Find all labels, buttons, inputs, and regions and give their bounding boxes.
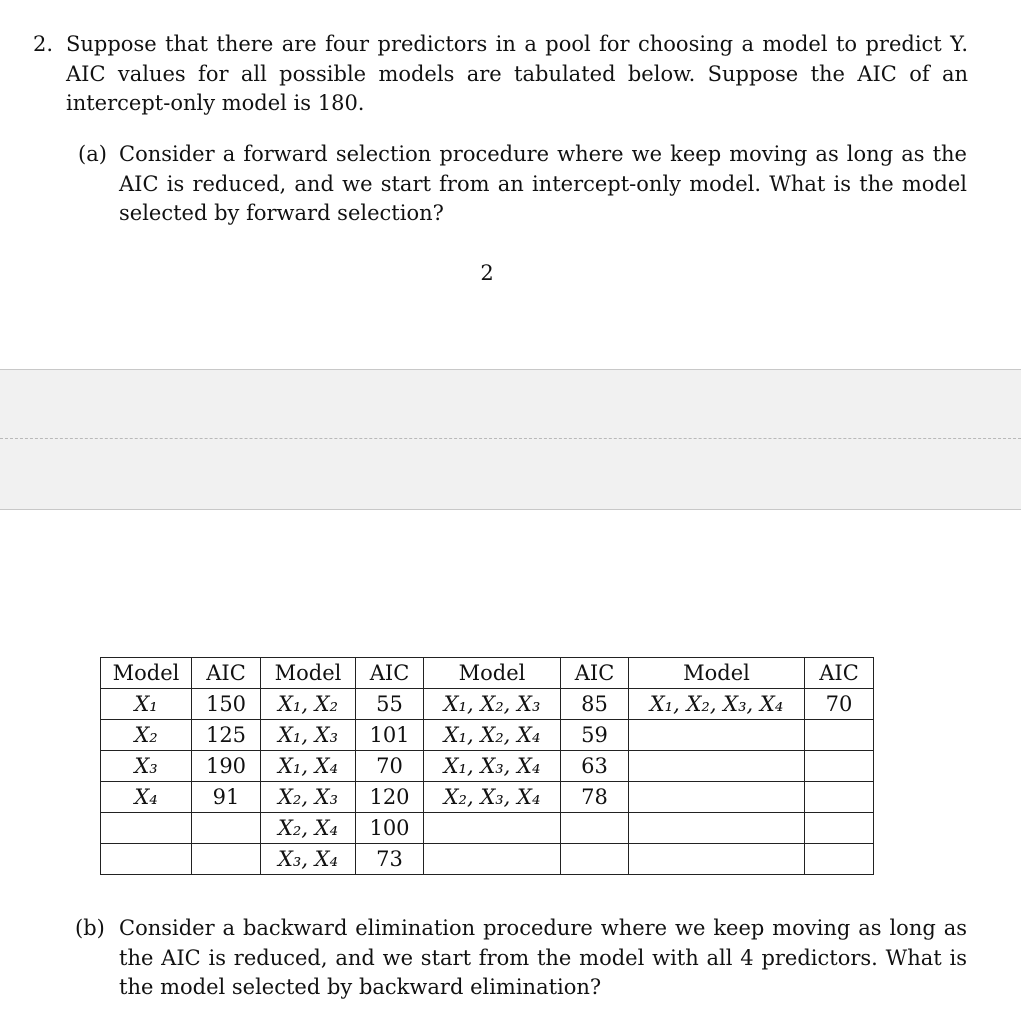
model-cell: X₁ bbox=[101, 689, 192, 720]
aic-cell bbox=[561, 844, 629, 875]
model-cell: X₃, X₄ bbox=[261, 844, 356, 875]
aic-cell bbox=[805, 844, 874, 875]
aic-cell: 70 bbox=[805, 689, 874, 720]
aic-cell bbox=[561, 813, 629, 844]
aic-cell bbox=[805, 751, 874, 782]
aic-cell bbox=[805, 813, 874, 844]
aic-cell: 55 bbox=[356, 689, 424, 720]
question-text: Suppose that there are four predictors in a pool for choosing a model to predict Y. AIC values for all possible models are tabulated below. Suppose the AIC of an intercept-only model is 180. bbox=[66, 32, 968, 115]
model-cell: X₁, X₃ bbox=[261, 720, 356, 751]
model-cell: X₂, X₃ bbox=[261, 782, 356, 813]
model-cell: X₁, X₂, X₃, X₄ bbox=[629, 689, 805, 720]
model-cell: X₃ bbox=[101, 751, 192, 782]
model-cell bbox=[629, 720, 805, 751]
model-cell: X₂, X₄ bbox=[261, 813, 356, 844]
table-header-row bbox=[101, 658, 874, 689]
aic-cell: 59 bbox=[561, 720, 629, 751]
header-cell: AIC bbox=[805, 658, 874, 689]
model-cell bbox=[629, 813, 805, 844]
header-cell: AIC bbox=[356, 658, 424, 689]
part-a-text: Consider a forward selection procedure where we keep moving as long as the AIC is reduced, and we start from an intercept-only model. What is the model selected by forward selection? bbox=[119, 142, 967, 225]
model-cell: X₁, X₃, X₄ bbox=[424, 751, 561, 782]
page-break-line bbox=[0, 438, 1021, 439]
aic-cell bbox=[192, 844, 261, 875]
aic-cell: 91 bbox=[192, 782, 261, 813]
model-cell: X₁, X₂, X₃ bbox=[424, 689, 561, 720]
aic-cell: 85 bbox=[561, 689, 629, 720]
part-a-label: (a) bbox=[78, 142, 107, 166]
model-cell: X₂, X₃, X₄ bbox=[424, 782, 561, 813]
header-cell: AIC bbox=[561, 658, 629, 689]
aic-cell: 100 bbox=[356, 813, 424, 844]
header-cell: Model bbox=[424, 658, 561, 689]
part-b-text: Consider a backward elimination procedure where we keep moving as long as the AIC is reduced, and we start from the model with all 4 predictors. What is the model selected by backward elimination? bbox=[119, 916, 967, 999]
model-cell bbox=[424, 844, 561, 875]
aic-cell bbox=[192, 813, 261, 844]
model-cell bbox=[629, 751, 805, 782]
header-cell: Model bbox=[629, 658, 805, 689]
model-cell: X₁, X₂, X₄ bbox=[424, 720, 561, 751]
model-cell bbox=[629, 844, 805, 875]
aic-cell: 120 bbox=[356, 782, 424, 813]
aic-cell: 150 bbox=[192, 689, 261, 720]
model-cell bbox=[629, 782, 805, 813]
table-row bbox=[101, 751, 874, 782]
header-cell: Model bbox=[101, 658, 192, 689]
table-row bbox=[101, 782, 874, 813]
page-break-band bbox=[0, 369, 1021, 510]
model-cell: X₁, X₄ bbox=[261, 751, 356, 782]
table-row bbox=[101, 844, 874, 875]
aic-cell bbox=[805, 720, 874, 751]
aic-cell: 125 bbox=[192, 720, 261, 751]
question-number: 2. bbox=[33, 32, 54, 56]
table-row bbox=[101, 720, 874, 751]
aic-cell: 73 bbox=[356, 844, 424, 875]
model-cell bbox=[101, 813, 192, 844]
model-cell: X₂ bbox=[101, 720, 192, 751]
header-cell: Model bbox=[261, 658, 356, 689]
table-row bbox=[101, 813, 874, 844]
part-b-label: (b) bbox=[75, 916, 105, 940]
answer-a: 2 bbox=[480, 261, 494, 285]
aic-table bbox=[100, 657, 874, 875]
header-cell: AIC bbox=[192, 658, 261, 689]
model-cell: X₁, X₂ bbox=[261, 689, 356, 720]
aic-cell: 78 bbox=[561, 782, 629, 813]
table-row bbox=[101, 689, 874, 720]
model-cell bbox=[101, 844, 192, 875]
aic-cell: 101 bbox=[356, 720, 424, 751]
model-cell: X₄ bbox=[101, 782, 192, 813]
aic-cell bbox=[805, 782, 874, 813]
aic-cell: 63 bbox=[561, 751, 629, 782]
aic-cell: 70 bbox=[356, 751, 424, 782]
model-cell bbox=[424, 813, 561, 844]
aic-cell: 190 bbox=[192, 751, 261, 782]
